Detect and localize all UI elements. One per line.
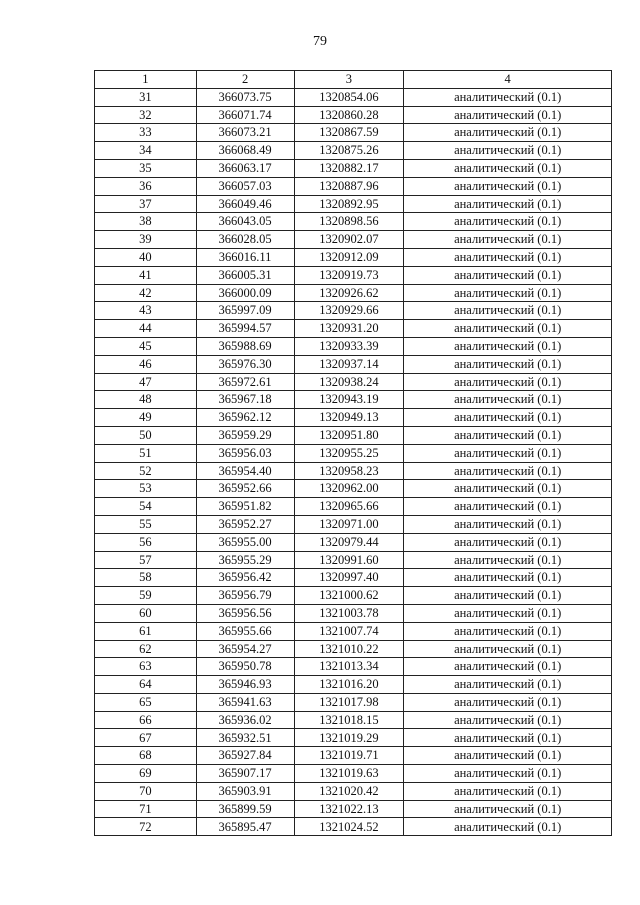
y-coordinate-cell: 1320955.25	[294, 444, 404, 462]
y-coordinate-cell: 1321010.22	[294, 640, 404, 658]
y-coordinate-cell: 1320931.20	[294, 320, 404, 338]
method-cell: аналитический (0.1)	[404, 498, 612, 516]
method-cell: аналитический (0.1)	[404, 515, 612, 533]
method-cell: аналитический (0.1)	[404, 142, 612, 160]
y-coordinate-cell: 1320962.00	[294, 480, 404, 498]
x-coordinate-cell: 366073.21	[196, 124, 294, 142]
table-row	[95, 320, 612, 338]
method-cell: аналитический (0.1)	[404, 320, 612, 338]
x-coordinate-cell: 365952.27	[196, 515, 294, 533]
method-cell: аналитический (0.1)	[404, 409, 612, 427]
point-number-cell: 58	[95, 569, 197, 587]
point-number-cell: 49	[95, 409, 197, 427]
method-cell: аналитический (0.1)	[404, 640, 612, 658]
method-cell: аналитический (0.1)	[404, 195, 612, 213]
point-number-cell: 32	[95, 106, 197, 124]
y-coordinate-cell: 1320854.06	[294, 88, 404, 106]
point-number-cell: 35	[95, 159, 197, 177]
table-row	[95, 195, 612, 213]
method-cell: аналитический (0.1)	[404, 604, 612, 622]
table-row	[95, 693, 612, 711]
point-number-cell: 41	[95, 266, 197, 284]
method-cell: аналитический (0.1)	[404, 462, 612, 480]
x-coordinate-cell: 365954.40	[196, 462, 294, 480]
point-number-cell: 70	[95, 782, 197, 800]
x-coordinate-cell: 365955.00	[196, 533, 294, 551]
y-coordinate-cell: 1320902.07	[294, 231, 404, 249]
method-cell: аналитический (0.1)	[404, 676, 612, 694]
page-number: 79	[313, 34, 327, 49]
x-coordinate-cell: 365956.79	[196, 587, 294, 605]
table-row	[95, 622, 612, 640]
table-row	[95, 765, 612, 783]
x-coordinate-cell: 365997.09	[196, 302, 294, 320]
x-coordinate-cell: 365954.27	[196, 640, 294, 658]
method-cell: аналитический (0.1)	[404, 533, 612, 551]
method-cell: аналитический (0.1)	[404, 711, 612, 729]
y-coordinate-cell: 1321019.63	[294, 765, 404, 783]
method-cell: аналитический (0.1)	[404, 800, 612, 818]
table-row	[95, 782, 612, 800]
point-number-cell: 43	[95, 302, 197, 320]
x-coordinate-cell: 365967.18	[196, 391, 294, 409]
y-coordinate-cell: 1321022.13	[294, 800, 404, 818]
x-coordinate-cell: 366068.49	[196, 142, 294, 160]
y-coordinate-cell: 1320979.44	[294, 533, 404, 551]
y-coordinate-cell: 1320929.66	[294, 302, 404, 320]
table-row	[95, 533, 612, 551]
x-coordinate-cell: 365927.84	[196, 747, 294, 765]
column-header-2: 2	[196, 71, 294, 89]
x-coordinate-cell: 366073.75	[196, 88, 294, 106]
point-number-cell: 59	[95, 587, 197, 605]
method-cell: аналитический (0.1)	[404, 622, 612, 640]
x-coordinate-cell: 365907.17	[196, 765, 294, 783]
method-cell: аналитический (0.1)	[404, 391, 612, 409]
table-row	[95, 640, 612, 658]
point-number-cell: 57	[95, 551, 197, 569]
point-number-cell: 33	[95, 124, 197, 142]
x-coordinate-cell: 365988.69	[196, 337, 294, 355]
table-row	[95, 515, 612, 533]
y-coordinate-cell: 1320919.73	[294, 266, 404, 284]
table-row	[95, 498, 612, 516]
y-coordinate-cell: 1320875.26	[294, 142, 404, 160]
y-coordinate-cell: 1320965.66	[294, 498, 404, 516]
scan-speck	[96, 856, 106, 866]
table-row	[95, 747, 612, 765]
point-number-cell: 54	[95, 498, 197, 516]
table-row	[95, 658, 612, 676]
method-cell: аналитический (0.1)	[404, 426, 612, 444]
table-body	[95, 88, 612, 835]
x-coordinate-cell: 365903.91	[196, 782, 294, 800]
table-row	[95, 480, 612, 498]
y-coordinate-cell: 1320867.59	[294, 124, 404, 142]
method-cell: аналитический (0.1)	[404, 248, 612, 266]
point-number-cell: 60	[95, 604, 197, 622]
point-number-cell: 67	[95, 729, 197, 747]
method-cell: аналитический (0.1)	[404, 480, 612, 498]
point-number-cell: 61	[95, 622, 197, 640]
y-coordinate-cell: 1320971.00	[294, 515, 404, 533]
y-coordinate-cell: 1321017.98	[294, 693, 404, 711]
x-coordinate-cell: 366043.05	[196, 213, 294, 231]
table-row	[95, 444, 612, 462]
table-row	[95, 88, 612, 106]
method-cell: аналитический (0.1)	[404, 782, 612, 800]
y-coordinate-cell: 1320949.13	[294, 409, 404, 427]
y-coordinate-cell: 1320943.19	[294, 391, 404, 409]
table-row	[95, 302, 612, 320]
method-cell: аналитический (0.1)	[404, 88, 612, 106]
point-number-cell: 66	[95, 711, 197, 729]
method-cell: аналитический (0.1)	[404, 266, 612, 284]
method-cell: аналитический (0.1)	[404, 284, 612, 302]
x-coordinate-cell: 366028.05	[196, 231, 294, 249]
table-row	[95, 391, 612, 409]
point-number-cell: 36	[95, 177, 197, 195]
table-row	[95, 337, 612, 355]
method-cell: аналитический (0.1)	[404, 551, 612, 569]
table-row	[95, 159, 612, 177]
x-coordinate-cell: 366000.09	[196, 284, 294, 302]
x-coordinate-cell: 365994.57	[196, 320, 294, 338]
table-row	[95, 729, 612, 747]
method-cell: аналитический (0.1)	[404, 729, 612, 747]
point-number-cell: 68	[95, 747, 197, 765]
point-number-cell: 47	[95, 373, 197, 391]
method-cell: аналитический (0.1)	[404, 818, 612, 836]
y-coordinate-cell: 1321019.71	[294, 747, 404, 765]
x-coordinate-cell: 366057.03	[196, 177, 294, 195]
x-coordinate-cell: 365936.02	[196, 711, 294, 729]
point-number-cell: 46	[95, 355, 197, 373]
x-coordinate-cell: 366071.74	[196, 106, 294, 124]
point-number-cell: 45	[95, 337, 197, 355]
method-cell: аналитический (0.1)	[404, 569, 612, 587]
coordinates-table	[94, 70, 612, 836]
method-cell: аналитический (0.1)	[404, 106, 612, 124]
y-coordinate-cell: 1320991.60	[294, 551, 404, 569]
x-coordinate-cell: 365932.51	[196, 729, 294, 747]
table-row	[95, 426, 612, 444]
table-row	[95, 551, 612, 569]
y-coordinate-cell: 1321024.52	[294, 818, 404, 836]
point-number-cell: 72	[95, 818, 197, 836]
x-coordinate-cell: 366016.11	[196, 248, 294, 266]
point-number-cell: 40	[95, 248, 197, 266]
table-row	[95, 800, 612, 818]
y-coordinate-cell: 1320860.28	[294, 106, 404, 124]
table-row	[95, 106, 612, 124]
y-coordinate-cell: 1321016.20	[294, 676, 404, 694]
point-number-cell: 50	[95, 426, 197, 444]
point-number-cell: 55	[95, 515, 197, 533]
table-row	[95, 676, 612, 694]
y-coordinate-cell: 1320937.14	[294, 355, 404, 373]
y-coordinate-cell: 1321013.34	[294, 658, 404, 676]
x-coordinate-cell: 365976.30	[196, 355, 294, 373]
y-coordinate-cell: 1320912.09	[294, 248, 404, 266]
point-number-cell: 31	[95, 88, 197, 106]
table-row	[95, 409, 612, 427]
point-number-cell: 42	[95, 284, 197, 302]
point-number-cell: 39	[95, 231, 197, 249]
x-coordinate-cell: 365959.29	[196, 426, 294, 444]
table-row	[95, 124, 612, 142]
point-number-cell: 64	[95, 676, 197, 694]
method-cell: аналитический (0.1)	[404, 765, 612, 783]
column-header-3: 3	[294, 71, 404, 89]
y-coordinate-cell: 1321007.74	[294, 622, 404, 640]
point-number-cell: 56	[95, 533, 197, 551]
table-row	[95, 818, 612, 836]
y-coordinate-cell: 1320882.17	[294, 159, 404, 177]
x-coordinate-cell: 365899.59	[196, 800, 294, 818]
y-coordinate-cell: 1320887.96	[294, 177, 404, 195]
method-cell: аналитический (0.1)	[404, 373, 612, 391]
x-coordinate-cell: 365951.82	[196, 498, 294, 516]
method-cell: аналитический (0.1)	[404, 213, 612, 231]
table-row	[95, 569, 612, 587]
method-cell: аналитический (0.1)	[404, 658, 612, 676]
table-row	[95, 266, 612, 284]
table-header-row	[95, 71, 612, 89]
method-cell: аналитический (0.1)	[404, 177, 612, 195]
point-number-cell: 62	[95, 640, 197, 658]
table-row	[95, 284, 612, 302]
y-coordinate-cell: 1320951.80	[294, 426, 404, 444]
x-coordinate-cell: 365955.29	[196, 551, 294, 569]
point-number-cell: 34	[95, 142, 197, 160]
y-coordinate-cell: 1320997.40	[294, 569, 404, 587]
y-coordinate-cell: 1320926.62	[294, 284, 404, 302]
table-row	[95, 248, 612, 266]
method-cell: аналитический (0.1)	[404, 747, 612, 765]
method-cell: аналитический (0.1)	[404, 355, 612, 373]
table-row	[95, 231, 612, 249]
table-row	[95, 355, 612, 373]
x-coordinate-cell: 365956.42	[196, 569, 294, 587]
point-number-cell: 65	[95, 693, 197, 711]
method-cell: аналитический (0.1)	[404, 159, 612, 177]
table-row	[95, 462, 612, 480]
x-coordinate-cell: 366049.46	[196, 195, 294, 213]
point-number-cell: 53	[95, 480, 197, 498]
y-coordinate-cell: 1321019.29	[294, 729, 404, 747]
x-coordinate-cell: 365956.03	[196, 444, 294, 462]
x-coordinate-cell: 365962.12	[196, 409, 294, 427]
column-header-4: 4	[404, 71, 612, 89]
table-row	[95, 711, 612, 729]
y-coordinate-cell: 1320892.95	[294, 195, 404, 213]
table-row	[95, 587, 612, 605]
point-number-cell: 63	[95, 658, 197, 676]
point-number-cell: 69	[95, 765, 197, 783]
x-coordinate-cell: 365895.47	[196, 818, 294, 836]
point-number-cell: 38	[95, 213, 197, 231]
x-coordinate-cell: 365955.66	[196, 622, 294, 640]
point-number-cell: 48	[95, 391, 197, 409]
x-coordinate-cell: 366063.17	[196, 159, 294, 177]
table-row	[95, 213, 612, 231]
x-coordinate-cell: 365952.66	[196, 480, 294, 498]
method-cell: аналитический (0.1)	[404, 231, 612, 249]
y-coordinate-cell: 1320933.39	[294, 337, 404, 355]
x-coordinate-cell: 365946.93	[196, 676, 294, 694]
x-coordinate-cell: 365950.78	[196, 658, 294, 676]
point-number-cell: 44	[95, 320, 197, 338]
x-coordinate-cell: 365941.63	[196, 693, 294, 711]
table-row	[95, 604, 612, 622]
y-coordinate-cell: 1320958.23	[294, 462, 404, 480]
table-row	[95, 177, 612, 195]
table-row	[95, 142, 612, 160]
y-coordinate-cell: 1321018.15	[294, 711, 404, 729]
point-number-cell: 37	[95, 195, 197, 213]
x-coordinate-cell: 366005.31	[196, 266, 294, 284]
column-header-1: 1	[95, 71, 197, 89]
y-coordinate-cell: 1321020.42	[294, 782, 404, 800]
table-row	[95, 373, 612, 391]
method-cell: аналитический (0.1)	[404, 337, 612, 355]
point-number-cell: 71	[95, 800, 197, 818]
y-coordinate-cell: 1321000.62	[294, 587, 404, 605]
y-coordinate-cell: 1321003.78	[294, 604, 404, 622]
x-coordinate-cell: 365956.56	[196, 604, 294, 622]
method-cell: аналитический (0.1)	[404, 444, 612, 462]
method-cell: аналитический (0.1)	[404, 124, 612, 142]
point-number-cell: 51	[95, 444, 197, 462]
point-number-cell: 52	[95, 462, 197, 480]
method-cell: аналитический (0.1)	[404, 587, 612, 605]
x-coordinate-cell: 365972.61	[196, 373, 294, 391]
y-coordinate-cell: 1320898.56	[294, 213, 404, 231]
method-cell: аналитический (0.1)	[404, 693, 612, 711]
y-coordinate-cell: 1320938.24	[294, 373, 404, 391]
method-cell: аналитический (0.1)	[404, 302, 612, 320]
